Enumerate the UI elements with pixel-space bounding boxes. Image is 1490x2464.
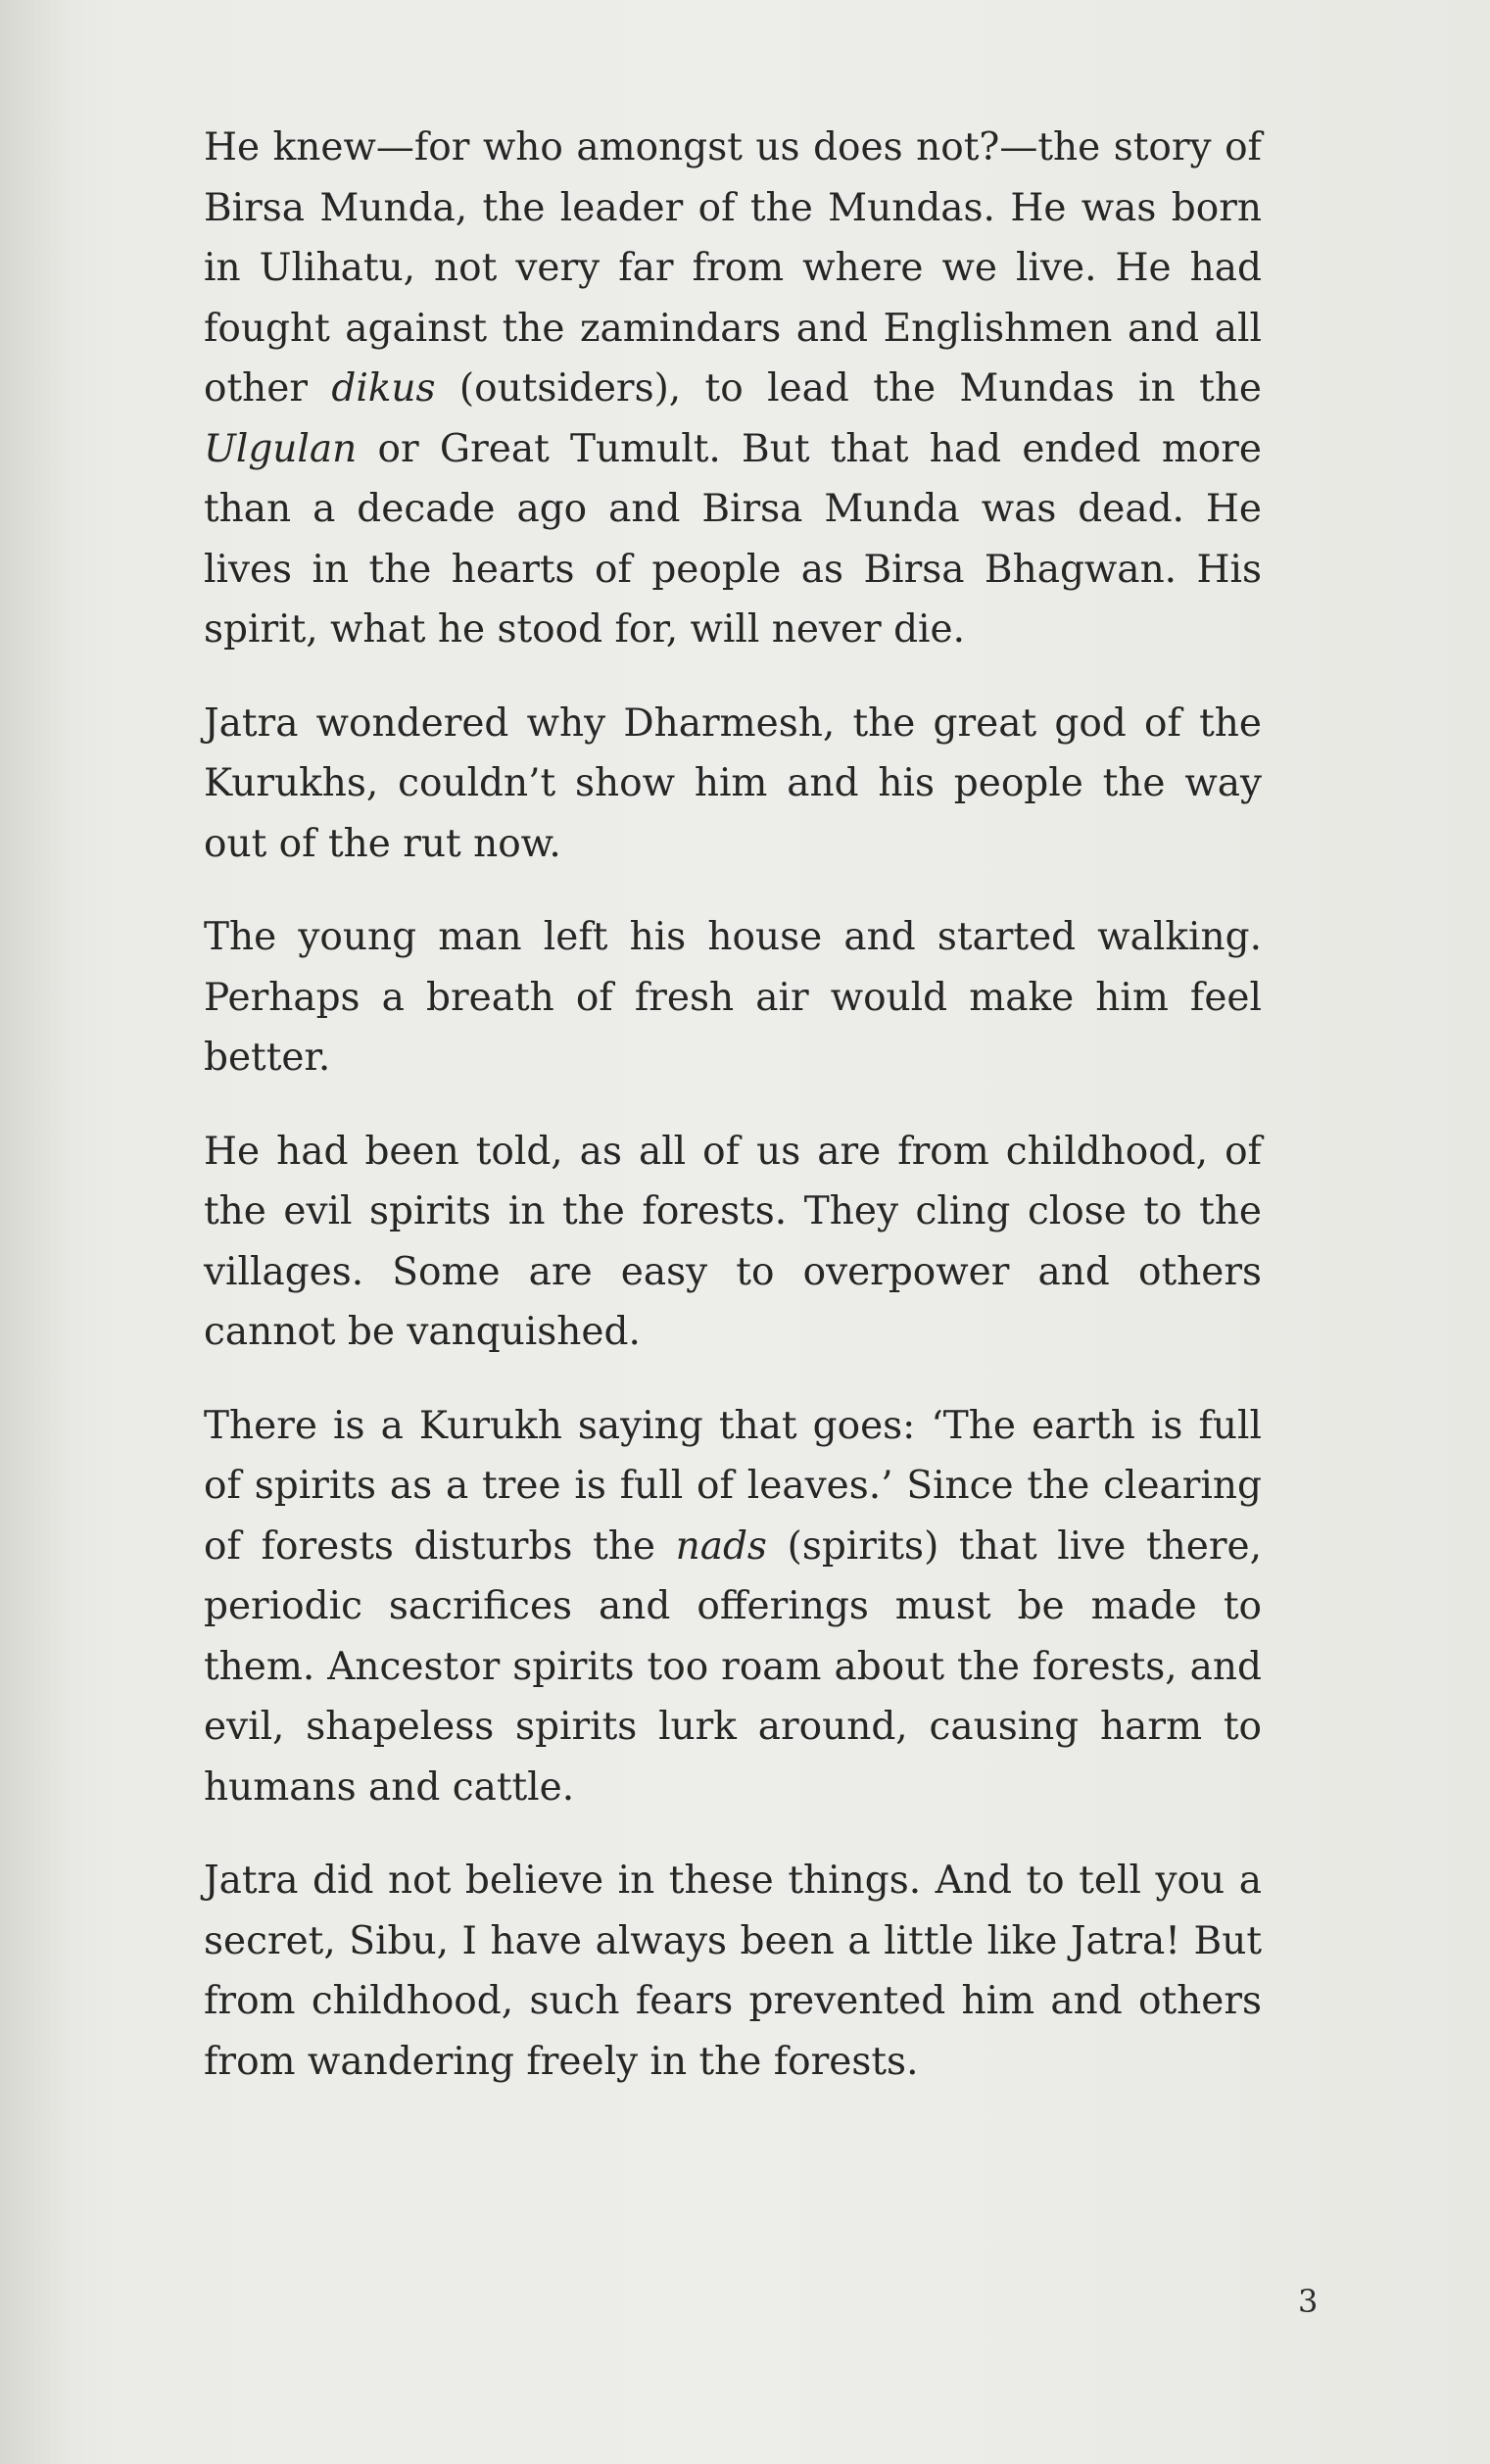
- text-run: (spirits) that live there, periodic sacrifices and offerings must be made to them. Ancestor spirits too roam about the forests, and evil, shapeless spirits lurk around, causing harm to humans and cattle.: [204, 1523, 1262, 1810]
- body-text: [204, 118, 1262, 2125]
- text-run: He knew—for who amongst us does not?—the story of Birsa Munda, the leader of the Mundas. He was born in Ulihatu, not very far from where we live. He had fought against the zamindars and Englishmen and all other: [204, 125, 1262, 411]
- text-run: There is a Kurukh saying that goes: ‘The earth is full of spirits as a tree is full of leaves.’ Since the clearing of forests disturbs the: [204, 1403, 1262, 1569]
- text-run: Jatra did not believe in these things. And to tell you a secret, Sibu, I have always been a little like Jatra! But from childhood, such fears prevented him and others from wandering freely in the forests.: [204, 1859, 1262, 2084]
- page-number: 3: [1298, 2283, 1319, 2320]
- italic-term: nads: [675, 1523, 767, 1569]
- text-run: The young man left his house and started walking. Perhaps a breath of fresh air would make him feel better.: [204, 915, 1262, 1080]
- text-run: (outsiders), to lead the Mundas in the: [435, 366, 1262, 411]
- italic-term: dikus: [331, 366, 436, 411]
- italic-term: Ulgulan: [204, 426, 358, 471]
- paragraph: [204, 907, 1262, 1088]
- paragraph: [204, 1396, 1262, 1818]
- paragraph: [204, 1122, 1262, 1363]
- text-run: He had been told, as all of us are from childhood, of the evil spirits in the forests. They cling close to the villages. Some are easy to overpower and others cannot be vanquished.: [204, 1129, 1262, 1354]
- paragraph: [204, 1851, 1262, 2092]
- paragraph: [204, 118, 1262, 660]
- text-run: or Great Tumult. But that had ended more than a decade ago and Birsa Munda was dead. He lives in the hearts of people as Birsa Bhagwan. His spirit, what he stood for, will never die.: [204, 426, 1262, 652]
- text-run: Jatra wondered why Dharmesh, the great god of the Kurukhs, couldn’t show him and his people the way out of the rut now.: [204, 701, 1262, 866]
- paragraph: [204, 694, 1262, 875]
- gutter-shadow: [0, 0, 69, 2464]
